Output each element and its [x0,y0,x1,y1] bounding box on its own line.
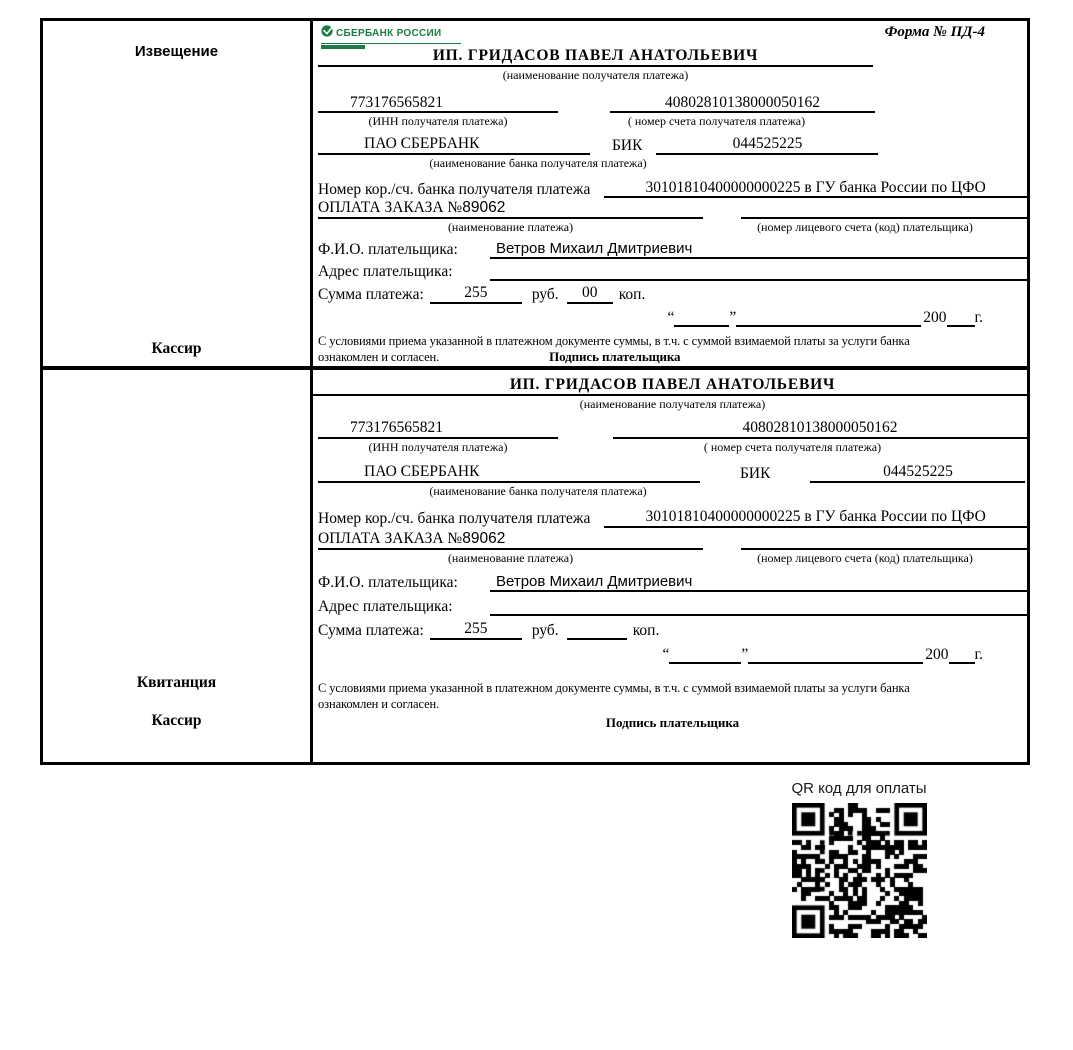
pd4-form [40,18,1030,765]
order-number: 89062 [462,199,506,217]
receipt-cashier-label: Кассир [151,712,202,729]
date-close-quote: ” [741,646,749,663]
date-open-quote: “ [667,308,675,326]
date-year-suffix: г. [974,646,983,663]
bank-name-value: ПАО СБЕРБАНК [318,135,590,155]
payee-name-hint: (наименование получателя платежа) [579,397,766,411]
personal-account-hint: (номер лицевого счета (код) плательщика) [757,551,973,565]
payer-name-value: Ветров Михаил Дмитриевич [490,573,1027,592]
agreement-text [318,333,1027,366]
payee-inn-value: 773176565821 [318,94,558,114]
qr-label: QR код для оплаты [791,780,927,797]
notice-content [313,21,1027,366]
payee-name: ИП. ГРИДАСОВ ПАВЕЛ АНАТОЛЬЕВИЧ [318,47,873,67]
payee-name-hint: (наименование получателя платежа) [502,68,689,82]
corr-account-label: Номер кор./сч. банка получателя платежа [318,510,591,528]
payee-account-value: 40802810138000050162 [613,419,1027,439]
payer-name-value: Ветров Михаил Дмитриевич [490,240,1027,259]
sberbank-logo [321,24,461,49]
payee-inn-value: 773176565821 [318,419,558,439]
payer-name-label: Ф.И.О. плательщика: [318,240,458,258]
payer-name-label: Ф.И.О. плательщика: [318,574,458,591]
date-day-blank [669,662,741,664]
date-close-quote: ” [729,308,737,326]
notice-side-column [43,21,313,366]
bik-value: 044525225 [656,135,878,155]
corr-account-value: 30101810400000000225 в ГУ банка России по ЦФО [604,508,1027,528]
qr-payment-block [783,780,935,938]
kop-label: коп. [618,286,646,304]
bank-name-value: ПАО СБЕРБАНК [318,463,700,483]
payment-name-value: ОПЛАТА ЗАКАЗА №89062 [318,530,703,550]
order-number: 89062 [462,530,506,548]
payer-signature-label: Подпись плательщика [605,714,740,730]
account-hint: ( номер счета получателя платежа) [627,114,806,129]
receipt-content [313,370,1027,762]
bik-label: БИК [612,137,643,155]
bik-value: 044525225 [810,463,1025,483]
personal-account-hint: (номер лицевого счета (код) плательщика) [757,220,973,235]
date-year-blank [949,662,975,664]
payment-name-hint: (наименование платежа) [447,220,574,235]
payee-account-value: 40802810138000050162 [610,94,875,114]
rub-label: руб. [531,622,559,639]
inn-hint: (ИНН получателя платежа) [368,440,508,454]
corr-account-label: Номер кор./сч. банка получателя платежа [318,180,591,198]
date-month-blank [748,662,923,664]
agreement-line1: С условиями приема указанной в платежном документе суммы, в т.ч. с суммой взимаемой платы за услуги банка [318,681,910,695]
bank-name-hint: (наименование банка получателя платежа) [429,484,647,498]
sum-rub-value: 255 [430,620,522,640]
date-year-suffix: г. [974,308,983,326]
payer-signature-label: Подпись плательщика [549,349,681,365]
corr-account-value: 30101810400000000225 в ГУ банка России по ЦФО [604,179,1027,199]
notice-section [43,21,1027,370]
receipt-side-column [43,370,313,762]
qr-code [792,803,927,938]
payee-name: ИП. ГРИДАСОВ ПАВЕЛ АНАТОЛЬЕВИЧ [509,376,836,393]
bank-name-hint: (наименование банка получателя платежа) [429,155,647,170]
payment-name-hint: (наименование платежа) [447,551,574,565]
sum-label: Сумма платежа: [318,286,424,304]
kop-label: коп. [632,622,660,639]
agreement-text [318,680,1027,713]
agreement-line2: ознакомлен и согласен. [318,350,440,365]
date-year-blank [947,325,975,327]
date-month-blank [736,325,921,327]
rub-label: руб. [531,286,559,304]
agreement-line1: С условиями приема указанной в платежном документе суммы, в т.ч. с суммой взимаемой платы за услуги банка [318,333,910,348]
date-year: 200 [925,646,949,663]
notice-cashier-label: Кассир [151,340,202,357]
form-number-label: Форма № ПД-4 [884,24,985,40]
agreement-line2: ознакомлен и согласен. [318,697,440,712]
receipt-section [43,370,1027,762]
bik-label: БИК [740,465,771,483]
inn-hint: (ИНН получателя платежа) [368,114,508,129]
date-year: 200 [923,308,947,326]
payer-address-label: Адрес плательщика: [318,263,453,281]
payer-address-label: Адрес плательщика: [318,598,453,615]
date-day-blank [674,325,729,327]
sum-rub-value: 255 [430,284,522,304]
receipt-side-label: Квитанция [136,674,217,691]
sum-kop-value: 00 [567,284,613,304]
sum-label: Сумма платежа: [318,622,424,639]
sberbank-logo-text: СБЕРБАНК РОССИИ [336,27,442,39]
account-hint: ( номер счета получателя платежа) [703,440,882,454]
date-open-quote: “ [662,646,670,663]
payment-name-value: ОПЛАТА ЗАКАЗА №89062 [318,199,703,219]
sberbank-emblem-icon [321,24,333,42]
notice-side-label: Извещение [134,43,219,60]
